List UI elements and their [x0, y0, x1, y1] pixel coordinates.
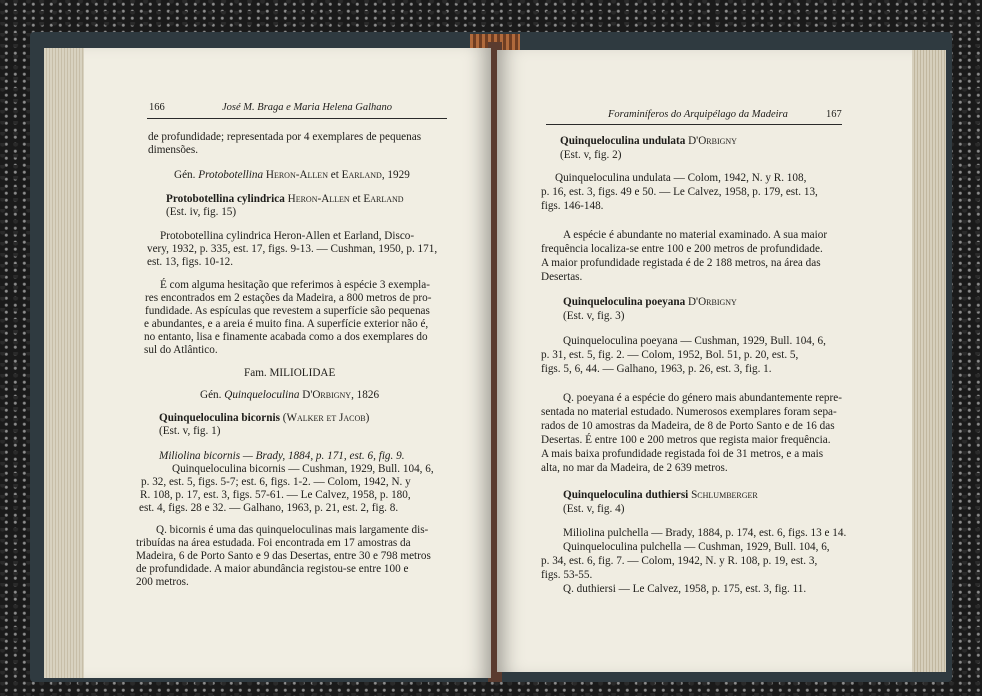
- synonymy-line: Protobotellina cylindrica Heron-Allen et Earland, Disco-: [160, 230, 415, 242]
- paragraph-line: e abundantes, e a areia é muito fina. A superfície exterior não é,: [144, 318, 429, 330]
- species-figure-ref: (Est. v, fig. 1): [159, 425, 221, 437]
- paragraph-line: Desertas. É entre 100 e 200 metros que regista maior frequência.: [541, 434, 831, 446]
- synonymy-line: Quinqueloculina undulata — Colom, 1942, N. y R. 108,: [555, 172, 807, 184]
- paragraph-line: alta, no mar da Madeira, de 2 639 metros.: [541, 462, 728, 474]
- species-heading: Quinqueloculina undulata D'Orbigny: [560, 135, 737, 147]
- paragraph-line: Q. bicornis é uma das quinqueloculinas mais largamente dis-: [156, 524, 429, 536]
- running-head-left: José M. Braga e Maria Helena Galhano: [222, 102, 393, 113]
- species-figure-ref: (Est. v, fig. 2): [560, 149, 622, 161]
- synonymy-line: figs. 53-55.: [541, 569, 593, 581]
- synonymy-line: very, 1932, p. 335, est. 17, figs. 9-13. — Cushman, 1950, p. 171,: [147, 243, 438, 255]
- synonymy-line: figs. 146-148.: [541, 200, 604, 212]
- running-head-right: Foraminíferos do Arquipélago da Madeira: [608, 109, 788, 120]
- paragraph-line: sentada no material estudado. Numerosos exemplares foram sepa-: [541, 406, 837, 418]
- species-heading: Quinqueloculina duthiersi Schlumberger: [563, 489, 758, 501]
- paragraph-line: A espécie é abundante no material examinado. A sua maior: [563, 229, 828, 241]
- species-heading: Protobotellina cylindrica Heron-Allen et Earland: [166, 193, 404, 205]
- species-figure-ref: (Est. v, fig. 4): [563, 503, 625, 515]
- species-heading: Quinqueloculina bicornis (Walker et Jacob): [159, 412, 370, 424]
- paragraph-line: Madeira, 6 de Porto Santo e 9 das Desertas, entre 30 e 798 metros: [136, 550, 431, 562]
- paragraph-line: tribuídas na área estudada. Foi encontrada em 17 amostras da: [136, 537, 411, 549]
- paragraph-line: Desertas.: [541, 271, 583, 283]
- paragraph-line: fundidade. As espículas que revestem a superfície são pequenas: [145, 305, 430, 317]
- header-rule-left: [147, 118, 447, 119]
- family-heading: Fam. MILIOLIDAE: [244, 367, 336, 379]
- paragraph-line: A maior profundidade registada é de 2 188 metros, na área das: [541, 257, 821, 269]
- species-figure-ref: (Est. iv, fig. 15): [166, 206, 237, 218]
- synonymy-line: p. 31, est. 5, fig. 2. — Colom, 1952, Bol. 51, p. 20, est. 5,: [541, 349, 799, 361]
- paragraph-line: res encontrados em 2 estações da Madeira, a 800 metros de pro-: [145, 292, 432, 304]
- paragraph-line: 200 metros.: [136, 576, 189, 588]
- paragraph-line: de profundidade. A maior abundância registou-se entre 100 e: [136, 563, 409, 575]
- synonymy-line: figs. 5, 6, 44. — Galhano, 1963, p. 26, est. 3, fig. 1.: [541, 363, 772, 375]
- synonymy-line: Quinqueloculina poeyana — Cushman, 1929, Bull. 104, 6,: [563, 335, 826, 347]
- synonymy-line: est. 13, figs. 10-12.: [147, 256, 234, 268]
- synonymy-line: est. 4, figs. 28 e 32. — Galhano, 1963, p. 21, est. 2, fig. 8.: [139, 502, 399, 514]
- synonymy-line: R. 108, p. 17, est. 3, figs. 57-61. — Le Calvez, 1958, p. 180,: [140, 489, 411, 501]
- synonymy-line: Miliolina pulchella — Brady, 1884, p. 174, est. 6, figs. 13 e 14.: [563, 527, 847, 539]
- paragraph-line: É com alguma hesitação que referimos à espécie 3 exempla-: [160, 279, 430, 291]
- paragraph-line: de profundidade; representada por 4 exemplares de pequenas: [148, 131, 422, 143]
- genus-heading: Gén. Protobotellina Heron-Allen et Earland, 1929: [174, 169, 410, 181]
- header-rule-right: [546, 124, 842, 125]
- synonymy-line: Miliolina bicornis — Brady, 1884, p. 171, est. 6, fig. 9.: [159, 450, 405, 462]
- synonymy-line: Quinqueloculina pulchella — Cushman, 1929, Bull. 104, 6,: [563, 541, 830, 553]
- synonymy-line: p. 32, est. 5, figs. 5-7; est. 6, figs. 1-2. — Colom, 1942, N. y: [141, 476, 411, 488]
- paragraph-line: Q. poeyana é a espécie do género mais abundantemente repre-: [563, 392, 842, 404]
- synonymy-line: Quinqueloculina bicornis — Cushman, 1929, Bull. 104, 6,: [172, 463, 434, 475]
- paragraph-line: A mais baixa profundidade registada foi de 31 metros, e a mais: [541, 448, 824, 460]
- page-number-right: 167: [826, 109, 842, 120]
- paragraph-line: no entanto, lisa e finamente acabada como a dos exemplares do: [144, 331, 428, 343]
- page-number-left: 166: [149, 102, 165, 113]
- paragraph-line: dimensões.: [148, 144, 199, 156]
- right-page-edges: [912, 50, 946, 672]
- synonymy-line: Q. duthiersi — Le Calvez, 1958, p. 175, est. 3, fig. 11.: [563, 583, 807, 595]
- paragraph-line: rados de 10 amostras da Madeira, de 8 de Porto Santo e de 16 das: [541, 420, 835, 432]
- species-heading: Quinqueloculina poeyana D'Orbigny: [563, 296, 737, 308]
- paragraph-line: frequência localiza-se entre 100 e 200 metros de profundidade.: [541, 243, 823, 255]
- synonymy-line: p. 34, est. 6, fig. 7. — Colom, 1942, N. y R. 108, p. 19, est. 3,: [541, 555, 818, 567]
- species-figure-ref: (Est. v, fig. 3): [563, 310, 625, 322]
- left-page-edges: [44, 48, 84, 678]
- synonymy-line: p. 16, est. 3, figs. 49 e 50. — Le Calvez, 1958, p. 179, est. 13,: [541, 186, 818, 198]
- genus-heading: Gén. Quinqueloculina D'Orbigny, 1826: [200, 389, 380, 401]
- paragraph-line: sul do Atlântico.: [144, 344, 218, 356]
